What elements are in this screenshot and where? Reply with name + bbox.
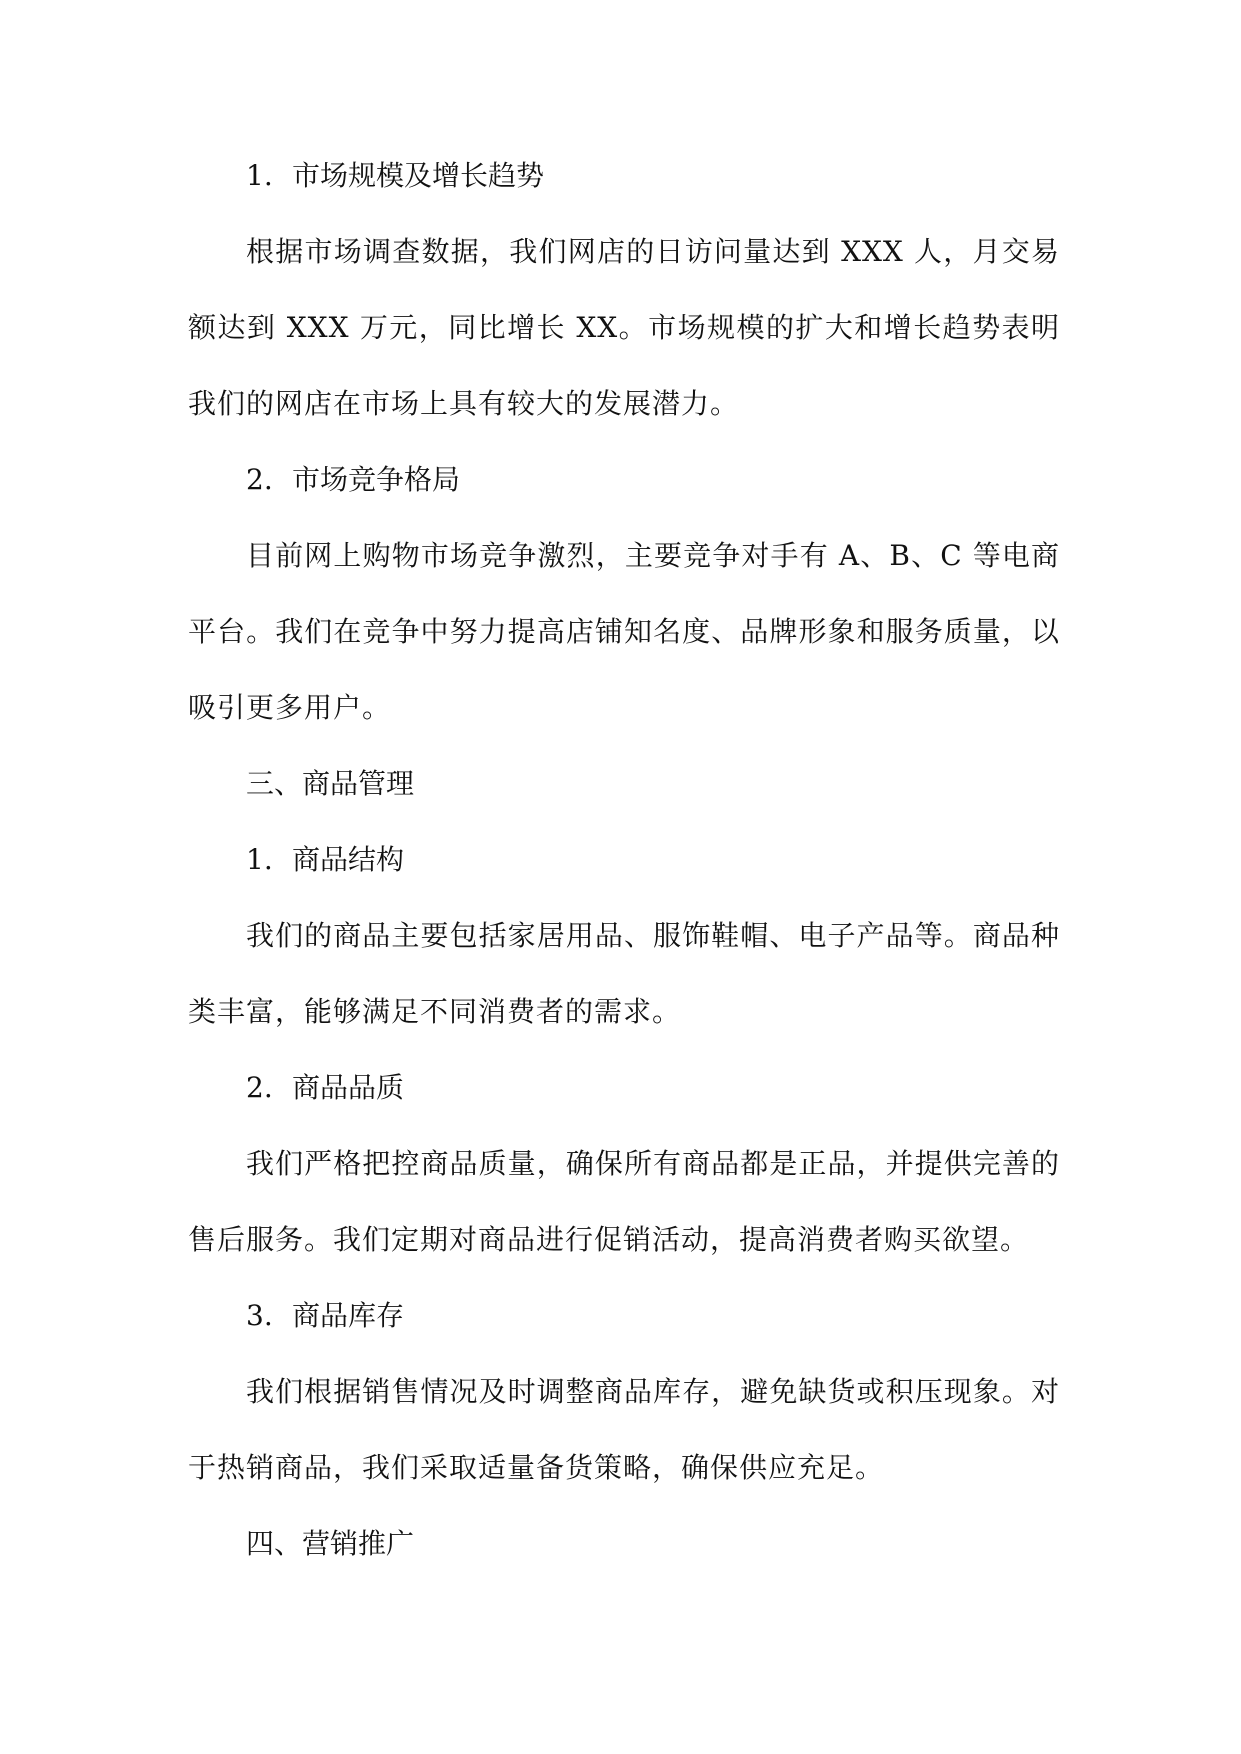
paragraph-product-structure: 我们的商品主要包括家居用品、服饰鞋帽、电子产品等。商品种类丰富，能够满足不同消费者的需求。 — [188, 919, 1060, 1028]
chapter-heading-marketing: 四、营销推广 — [246, 1527, 415, 1560]
section-heading-product-structure — [188, 822, 1060, 898]
heading-number: 3. — [246, 1299, 273, 1332]
section-heading-product-inventory — [188, 1278, 1060, 1354]
heading-number: 2. — [246, 463, 273, 496]
paragraph-product-inventory: 我们根据销售情况及时调整商品库存，避免缺货或积压现象。对于热销商品，我们采取适量备货策略，确保供应充足。 — [188, 1375, 1060, 1484]
document-body — [188, 138, 1060, 1582]
section-heading-competition — [188, 442, 1060, 518]
paragraph-competition: 目前网上购物市场竞争激烈，主要竞争对手有 A、B、C 等电商平台。我们在竞争中努力提高店铺知名度、品牌形象和服务质量，以吸引更多用户。 — [188, 539, 1060, 724]
heading-number: 1. — [246, 159, 273, 192]
paragraph-market-size: 根据市场调查数据，我们网店的日访问量达到 XXX 人，月交易额达到 XXX 万元，同比增长 XX。市场规模的扩大和增长趋势表明我们的网店在市场上具有较大的发展潜力。 — [188, 235, 1060, 420]
heading-number: 2. — [246, 1071, 273, 1104]
heading-text: 商品品质 — [292, 1071, 405, 1104]
heading-text: 市场竞争格局 — [292, 463, 461, 496]
heading-text: 商品库存 — [292, 1299, 405, 1332]
heading-text: 商品结构 — [292, 843, 405, 876]
chapter-heading-product-management: 三、商品管理 — [246, 767, 415, 800]
heading-text: 市场规模及增长趋势 — [292, 159, 545, 192]
section-heading-market-size — [188, 138, 1060, 214]
heading-number: 1. — [246, 843, 273, 876]
paragraph-product-quality: 我们严格把控商品质量，确保所有商品都是正品，并提供完善的售后服务。我们定期对商品进行促销活动，提高消费者购买欲望。 — [188, 1147, 1060, 1256]
section-heading-product-quality — [188, 1050, 1060, 1126]
